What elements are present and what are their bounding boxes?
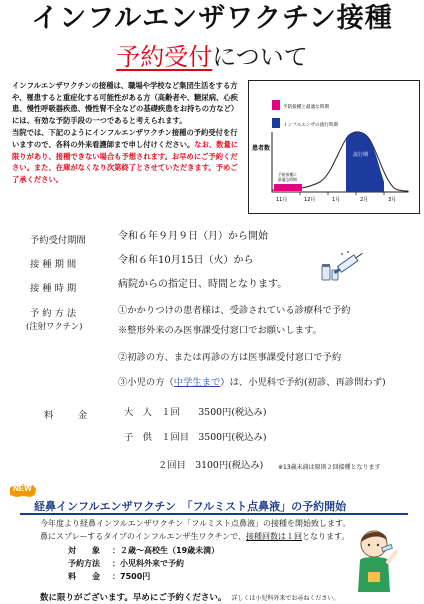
tick-label-2: 1月 (332, 197, 341, 203)
nasal-line-2-start: 鼻にスプレーするタイプのインフルエンザ生ワクチンで、 (40, 532, 246, 541)
intro-text (12, 80, 244, 185)
period-value: 令和６年10月15日（火）から (118, 255, 254, 266)
method-label: 予約方法 (30, 308, 80, 319)
syringe-icon (318, 248, 366, 282)
chart-svg (248, 80, 420, 214)
nasal-line-2-underline: 接種回数は１回 (246, 532, 302, 541)
nasal-method-value: ：小児科外来で予約 (112, 559, 184, 568)
child-icon (352, 520, 412, 598)
legend-swatch-epidemic (272, 118, 280, 128)
method-item-3 (118, 377, 386, 389)
nasal-footer-main: 数に限りがございます。早めにご予約ください。 (40, 593, 227, 603)
fee-label: 料 金 (44, 410, 90, 421)
intro-warning: なお、数量に限りがあり、接種できない場合も予想されます。お早めにご予約ください。また、在庫がなくなり次第終了とさせていただきます。予めご了承ください。 (12, 139, 239, 184)
fee-child-2: ２回目 3100円(税込み) (158, 460, 264, 471)
page-title: インフルエンザワクチン接種 (31, 3, 393, 34)
peak-annotation: 流行期 (353, 152, 369, 158)
nasal-vaccine-divider (20, 513, 408, 515)
child-nasal-spray-illustration (352, 520, 412, 602)
method-item-2: ②初診の方、または再診の方は医事課受付窓口で予約 (118, 352, 342, 363)
intro-paragraph-2: 当院では、下記のようにインフルエンザワクチン接種の予約受付を行いますので、各科の外来看護師まで申し付けください。 (12, 128, 238, 149)
legend-label-epidemic: インフルエンザの流行時期 (283, 123, 338, 128)
nasal-vaccine-title: 経鼻インフルエンザワクチン 「フルミスト点鼻液」の予約開始 (34, 500, 347, 513)
method-item-3-end: ）は、小児科で予約(初診、再診問わず) (220, 377, 386, 388)
vaccine-band (274, 184, 302, 191)
reception-label: 予約受付期間 (30, 235, 86, 246)
tick-label-0: 11月 (276, 197, 288, 203)
vaccination-timing-chart (248, 80, 420, 214)
legend-label-vaccine: 予防接種と最適な時期 (283, 105, 329, 110)
nasal-fee-value: ：7500円 (112, 572, 151, 581)
subtitle-highlight: 予約受付 (116, 43, 213, 71)
early-annotation-2: 最適な時期 (278, 177, 297, 182)
fee-adult: 大 人 １回 3500円(税込み) (124, 407, 267, 418)
tick-label-4: 3月 (388, 197, 397, 203)
nasal-footer (40, 585, 339, 604)
nasal-footer-small: 詳しくは小児科外来でお尋ねください。 (231, 595, 340, 602)
time-value: 病院からの指定日、時間となります。 (118, 279, 288, 290)
fee-note: ※13歳未満は原則２回接種となります (278, 464, 381, 471)
tick-label-1: 12月 (304, 197, 316, 203)
period-label: 接種期間 (30, 259, 80, 270)
nasal-fee-label: 料 金 (68, 572, 100, 581)
nasal-target-label: 対 象 (68, 546, 100, 555)
method-item-1: ①かかりつけの患者様は、受診されている診療科で予約 (118, 305, 351, 316)
method-item-1-note: ※整形外来のみ医事課受付窓口でお願いします。 (118, 325, 322, 336)
chart-ylabel: 患者数 (252, 145, 271, 152)
early-annotation-1: 予防接種に (278, 172, 297, 177)
nasal-line-1: 今年度より経鼻インフルエンザワクチン「フルミスト点鼻液」の接種を開始致します。 (40, 519, 351, 528)
fee-child-1: 子 供 １回目 3500円(税込み) (124, 432, 267, 443)
new-badge-text: NEW (13, 484, 32, 493)
method-sublabel: (注射ワクチン) (26, 321, 83, 331)
reception-value: 令和６年９月９日（月）から開始 (118, 231, 268, 242)
method-item-3-underline: 中学生まで (173, 377, 221, 388)
tick-label-3: 2月 (360, 197, 369, 203)
intro-paragraph-1: インフルエンザワクチンの接種は、職場や学校など集団生活をする方や、罹患すると重症化する可能性がある方（高齢者や、糖尿病、心疾患、慢性呼吸器疾患、慢性腎不全などの基礎疾患をお持ちの方など）には、有効な予防手段の一つであると考えられます。 (12, 81, 239, 125)
method-item-3-start: ③小児の方（ (118, 377, 174, 388)
nasal-target-value: ：２歳～高校生（19歳未満） (112, 546, 220, 555)
nasal-line-2-end: となります。 (302, 532, 350, 541)
syringe-illustration (318, 248, 366, 286)
legend-swatch-vaccine (272, 100, 280, 110)
nasal-line-2 (40, 532, 349, 542)
nasal-method-label: 予約方法 (68, 559, 100, 568)
page-subtitle (0, 42, 424, 72)
subtitle-rest: について (212, 43, 308, 71)
time-label: 接種時期 (30, 283, 80, 294)
